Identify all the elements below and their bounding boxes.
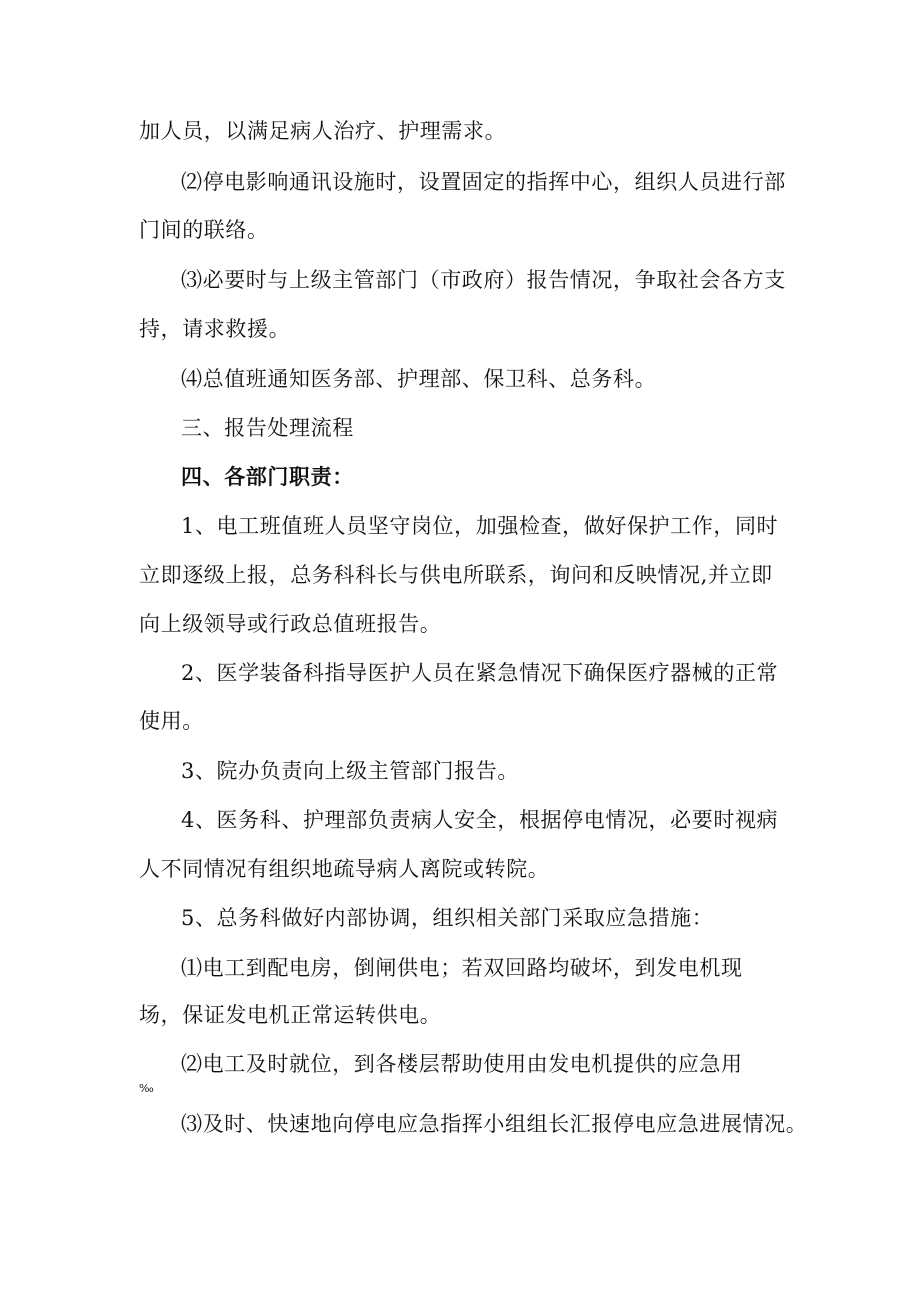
paragraph-line: 立即逐级上报，总务科科长与供电所联系，询问和反映情况,并立即	[139, 563, 773, 587]
paragraph-line: 人不同情况有组织地疏导病人离院或转院。	[139, 857, 550, 881]
paragraph-line: 持，请求救援。	[139, 317, 291, 341]
paragraph-line: 1、电工班值班人员坚守岗位，加强检查，做好保护工作，同时	[181, 514, 779, 538]
section-heading: 四、各部门职责：	[181, 464, 354, 489]
paragraph-line: 3、院办负责向上级主管部门报告。	[181, 759, 519, 783]
paragraph-line: 门间的联络。	[139, 218, 269, 242]
paragraph-line: ⑵电工及时就位，到各楼层帮助使用由发电机提供的应急用	[181, 1052, 743, 1076]
paragraph-line: ⑶必要时与上级主管部门（市政府）报告情况，争取社会各方支	[181, 268, 786, 292]
paragraph-line: 2、医学装备科指导医护人员在紧急情况下确保医疗器械的正常	[181, 661, 779, 685]
paragraph-line: ⑶及时、快速地向停电应急指挥小组组长汇报停电应急进展情况。	[181, 1112, 808, 1136]
paragraph-fragment: ‰	[139, 1082, 154, 1095]
paragraph-line: ⑵停电影响通讯设施时，设置固定的指挥中心，组织人员进行部	[181, 170, 786, 194]
paragraph-line: 向上级领导或行政总值班报告。	[139, 612, 442, 636]
paragraph-line: 5、总务科做好内部协调，组织相关部门采取应急措施：	[181, 906, 714, 930]
paragraph-line: 场，保证发电机正常运转供电。	[139, 1003, 442, 1027]
paragraph-line: ⑷总值班通知医务部、护理部、保卫科、总务科。	[181, 367, 657, 391]
paragraph-line: ⑴电工到配电房，倒闸供电；若双回路均破坏，到发电机现	[181, 956, 743, 980]
paragraph-line: 加人员，以满足病人治疗、护理需求。	[139, 119, 507, 143]
paragraph-line: 4、医务科、护理部负责病人安全，根据停电情况，必要时视病	[181, 808, 779, 832]
paragraph-line: 使用。	[139, 709, 204, 733]
section-heading: 三、报告处理流程	[181, 416, 354, 440]
